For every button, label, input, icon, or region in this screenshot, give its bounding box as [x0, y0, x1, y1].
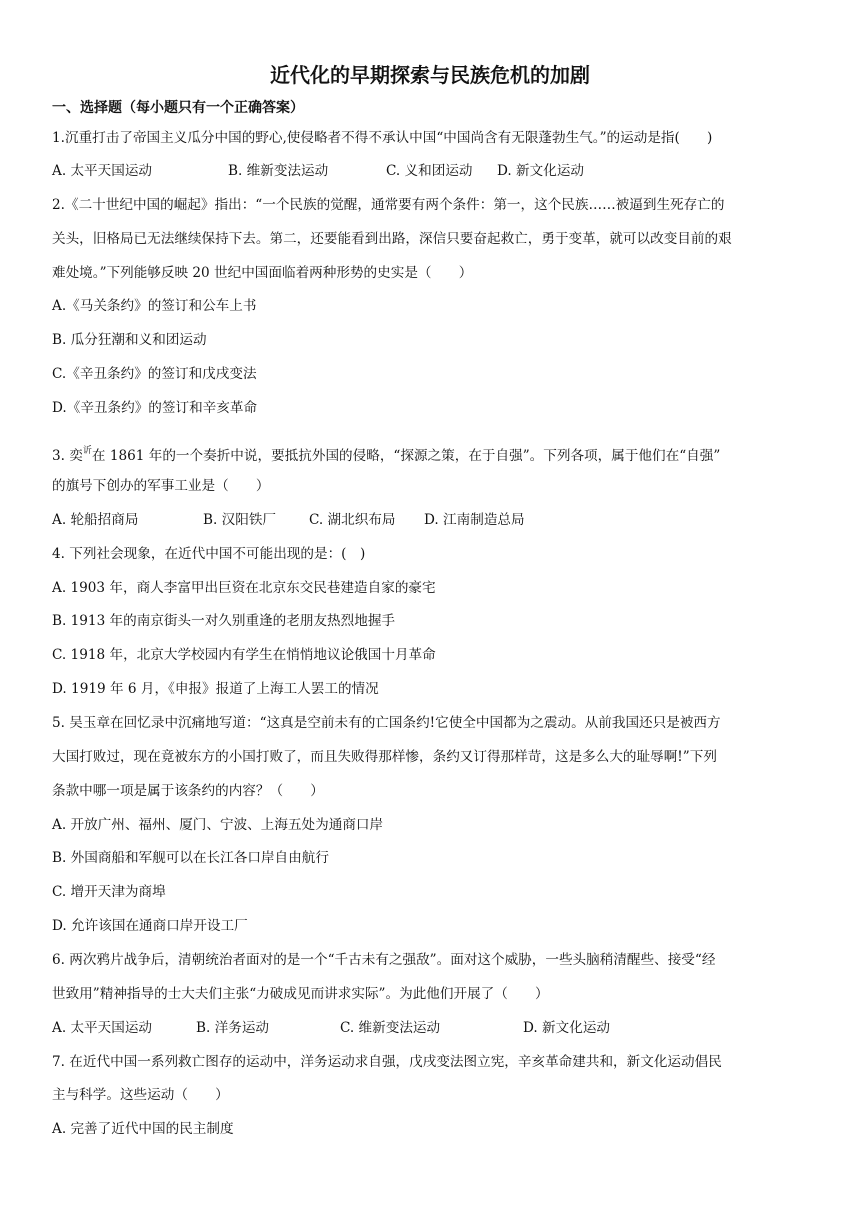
question-4-option-b: B. 1913 年的南京街头一对久别重逢的老朋友热烈地握手: [52, 613, 396, 629]
question-5-option-d: D. 允许该国在通商口岸开设工厂: [52, 918, 248, 934]
question-4-option-c: C. 1918 年，北京大学校园内有学生在悄悄地议论俄国十月革命: [52, 647, 436, 663]
question-2-option-d: D.《辛丑条约》的签订和辛亥革命: [52, 400, 258, 416]
question-2-stem-line-1: 2.《二十世纪中国的崛起》指出：“一个民族的觉醒，通常要有两个条件：第一，这个民族……被逼到生死存亡的: [52, 197, 725, 213]
question-3-superscript-char: 䜣: [82, 446, 92, 456]
section-heading: 一、选择题（每小题只有一个正确答案）: [52, 100, 304, 116]
question-7-stem-line-1: 7. 在近代中国一系列救亡图存的运动中，洋务运动求自强，戊戌变法图立宪，辛亥革命建共和，新文化运动倡民: [52, 1054, 722, 1070]
question-1-option-d: D. 新文化运动: [497, 163, 585, 179]
question-5-stem-line-3: 条款中哪一项是属于该条约的内容？（ ）: [52, 783, 324, 799]
question-3-prefix: 3. 奕: [52, 448, 83, 464]
question-2-option-b: B. 瓜分狂潮和义和团运动: [52, 332, 207, 348]
question-1-stem: 1.沉重打击了帝国主义瓜分中国的野心,使侵略者不得不承认中国“中国尚含有无限蓬勃生气。”的运动是指( ): [52, 130, 713, 146]
question-6-stem-line-1: 6. 两次鸦片战争后，清朝统治者面对的是一个“千古未有之强敌”。面对这个威胁，一些头脑稍清醒些、接受“经: [52, 952, 716, 968]
question-7-option-a: A. 完善了近代中国的民主制度: [52, 1121, 234, 1137]
question-5-option-a: A. 开放广州、福州、厦门、宁波、上海五处为通商口岸: [52, 817, 384, 833]
question-1-option-c: C. 义和团运动: [386, 163, 473, 179]
question-4-option-d: D. 1919 年 6 月，《申报》报道了上海工人罢工的情况: [52, 681, 379, 697]
question-5-stem-line-2: 大国打败过，现在竟被东方的小国打败了，而且失败得那样惨，条约又订得那样苛，这是多么大的耻辱啊!”下列: [52, 749, 717, 765]
question-2-stem-line-2: 关头，旧格局已无法继续保持下去。第二，还要能看到出路，深信只要奋起救亡，勇于变革，就可以改变目前的艰: [52, 231, 732, 247]
question-6-option-b: B. 洋务运动: [196, 1020, 270, 1036]
question-6-option-d: D. 新文化运动: [523, 1020, 611, 1036]
question-3-option-d: D. 江南制造总局: [424, 512, 525, 528]
question-3-option-c: C. 湖北织布局: [309, 512, 396, 528]
question-6-option-c: C. 维新变法运动: [340, 1020, 441, 1036]
question-7-stem-line-2: 主与科学。这些运动（ ）: [52, 1087, 229, 1103]
question-3-option-a: A. 轮船招商局: [52, 512, 139, 528]
question-1-option-a: A. 太平天国运动: [52, 163, 153, 179]
question-3-stem-line-2: 的旗号下创办的军事工业是（ ）: [52, 478, 270, 494]
question-1-option-b: B. 维新变法运动: [228, 163, 329, 179]
question-5-option-b: B. 外国商船和军舰可以在长江各口岸自由航行: [52, 850, 329, 866]
page-title: 近代化的早期探索与民族危机的加剧: [270, 63, 590, 87]
question-2-option-a: A.《马关条约》的签订和公车上书: [52, 298, 257, 314]
question-2-option-c: C.《辛丑条约》的签订和戊戌变法: [52, 366, 257, 382]
question-5-stem-line-1: 5. 吴玉章在回忆录中沉痛地写道：“这真是空前未有的亡国条约!它使全中国都为之震动。从前我国还只是被西方: [52, 715, 721, 731]
question-3-stem-line-1: [52, 440, 720, 467]
question-6-option-a: A. 太平天国运动: [52, 1020, 153, 1036]
question-2-stem-line-3: 难处境。”下列能够反映 20 世纪中国面临着两种形势的史实是（ ）: [52, 265, 473, 281]
question-4-stem: 4. 下列社会现象，在近代中国不可能出现的是：( ): [52, 546, 366, 562]
question-5-option-c: C. 增开天津为商埠: [52, 884, 166, 900]
question-6-stem-line-2: 世致用”精神指导的士大夫们主张“力破成见而讲求实际”。为此他们开展了（ ）: [52, 986, 549, 1002]
question-3-line-1-rest: 在 1861 年的一个奏折中说，要抵抗外国的侵略，“探源之策，在于自强”。下列各项，属于他们在“自强”: [91, 448, 721, 464]
question-4-option-a: A. 1903 年，商人李富甲出巨资在北京东交民巷建造自家的豪宅: [52, 580, 436, 596]
question-3-option-b: B. 汉阳铁厂: [203, 512, 277, 528]
